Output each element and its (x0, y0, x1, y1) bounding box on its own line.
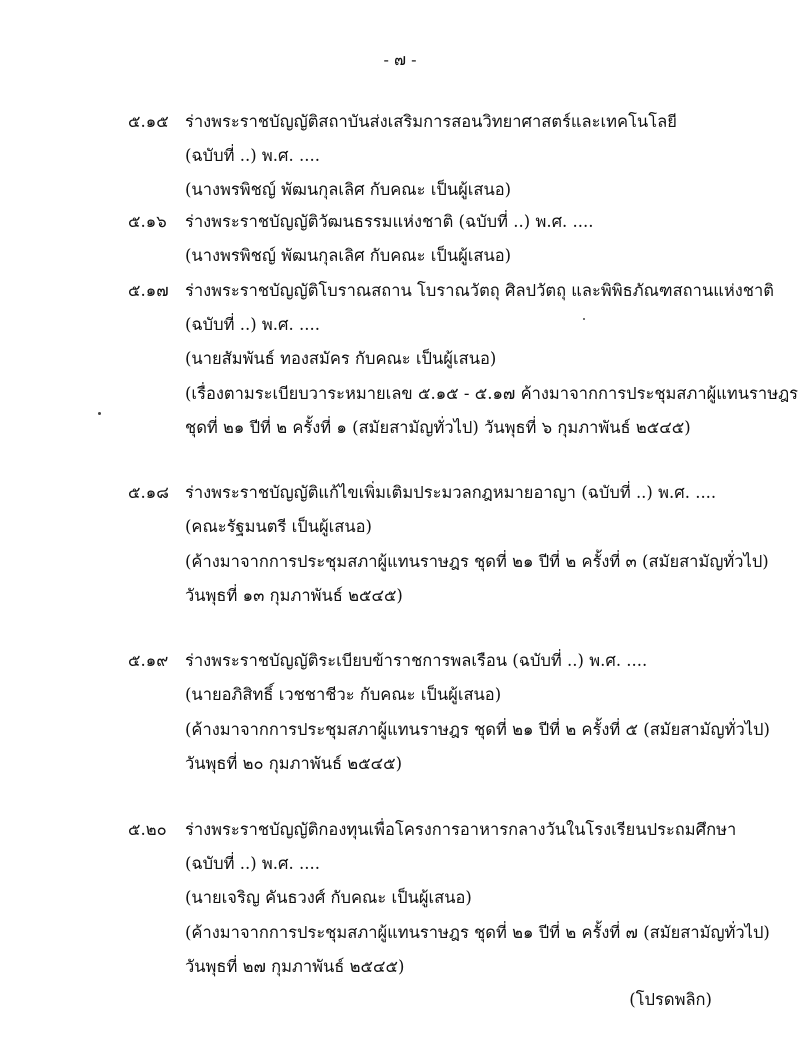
proposer: (นางพรพิชญ์ พัฒนกุลเลิศ กับคณะ เป็นผู้เสนอ) (185, 246, 512, 265)
carryover-note-date: วันพุธที่ ๒๐ กุมภาพันธ์ ๒๕๔๕) (185, 754, 403, 773)
proposer: (นายสัมพันธ์ ทองสมัคร กับคณะ เป็นผู้เสนอ) (185, 349, 497, 368)
bill-edition: (ฉบับที่ ..) พ.ศ. .... (185, 146, 320, 165)
bill-title: ร่างพระราชบัญญัติสถาบันส่งเสริมการสอนวิทยาศาสตร์และเทคโนโลยี (185, 112, 677, 131)
bill-title: ร่างพระราชบัญญัติระเบียบข้าราชการพลเรือน (ฉบับที่ ..) พ.ศ. .... (185, 651, 648, 670)
bill-title: ร่างพระราชบัญญัติแก้ไขเพิ่มเติมประมวลกฎหมายอาญา (ฉบับที่ ..) พ.ศ. .... (185, 483, 717, 502)
carryover-note-date: วันพุธที่ ๒๗ กุมภาพันธ์ ๒๕๔๕) (185, 957, 405, 976)
item-number: ๕.๑๕ (128, 112, 169, 131)
bill-title: ร่างพระราชบัญญัติโบราณสถาน โบราณวัตถุ ศิลปวัตถุ และพิพิธภัณฑสถานแห่งชาติ (185, 281, 774, 300)
scan-speck (583, 318, 585, 320)
bill-title: ร่างพระราชบัญญัติวัฒนธรรมแห่งชาติ (ฉบับที่ ..) พ.ศ. .... (185, 212, 594, 231)
item-number: ๕.๑๖ (128, 212, 167, 231)
item-number: ๕.๒๐ (128, 820, 167, 839)
bill-title: ร่างพระราชบัญญัติกองทุนเพื่อโครงการอาหารกลางวันในโรงเรียนประถมศึกษา (185, 820, 737, 839)
carryover-note: (ค้างมาจากการประชุมสภาผู้แทนราษฎร ชุดที่ ๒๑ ปีที่ ๒ ครั้งที่ ๗ (สมัยสามัญทั่วไป) (185, 923, 770, 942)
please-turn-over-note: (โปรดพลิก) (629, 990, 712, 1009)
page-number: - ๗ - (383, 50, 417, 69)
carryover-note: (ค้างมาจากการประชุมสภาผู้แทนราษฎร ชุดที่ ๒๑ ปีที่ ๒ ครั้งที่ ๕ (สมัยสามัญทั่วไป) (185, 720, 770, 739)
item-number: ๕.๑๘ (128, 483, 169, 502)
item-number: ๕.๑๗ (128, 281, 169, 300)
carryover-note-date: วันพุธที่ ๑๓ กุมภาพันธ์ ๒๕๔๕) (185, 586, 403, 605)
carryover-note: (ค้างมาจากการประชุมสภาผู้แทนราษฎร ชุดที่ ๒๑ ปีที่ ๒ ครั้งที่ ๓ (สมัยสามัญทั่วไป) (185, 552, 769, 571)
proposer: (นายอภิสิทธิ์ เวชชาชีวะ กับคณะ เป็นผู้เสนอ) (185, 685, 502, 704)
proposer: (คณะรัฐมนตรี เป็นผู้เสนอ) (185, 517, 372, 536)
carryover-note-date: ชุดที่ ๒๑ ปีที่ ๒ ครั้งที่ ๑ (สมัยสามัญทั่วไป) วันพุธที่ ๖ กุมภาพันธ์ ๒๕๔๕) (185, 418, 691, 437)
scan-speck (98, 412, 101, 415)
bill-edition: (ฉบับที่ ..) พ.ศ. .... (185, 854, 320, 873)
bill-edition: (ฉบับที่ ..) พ.ศ. .... (185, 315, 320, 334)
proposer: (นางพรพิชญ์ พัฒนกุลเลิศ กับคณะ เป็นผู้เสนอ) (185, 180, 512, 199)
proposer: (นายเจริญ คันธวงศ์ กับคณะ เป็นผู้เสนอ) (185, 888, 472, 907)
carryover-note: (เรื่องตามระเบียบวาระหมายเลข ๕.๑๕ - ๕.๑๗ ค้างมาจากการประชุมสภาผู้แทนราษฎร (185, 384, 799, 403)
item-number: ๕.๑๙ (128, 651, 169, 670)
